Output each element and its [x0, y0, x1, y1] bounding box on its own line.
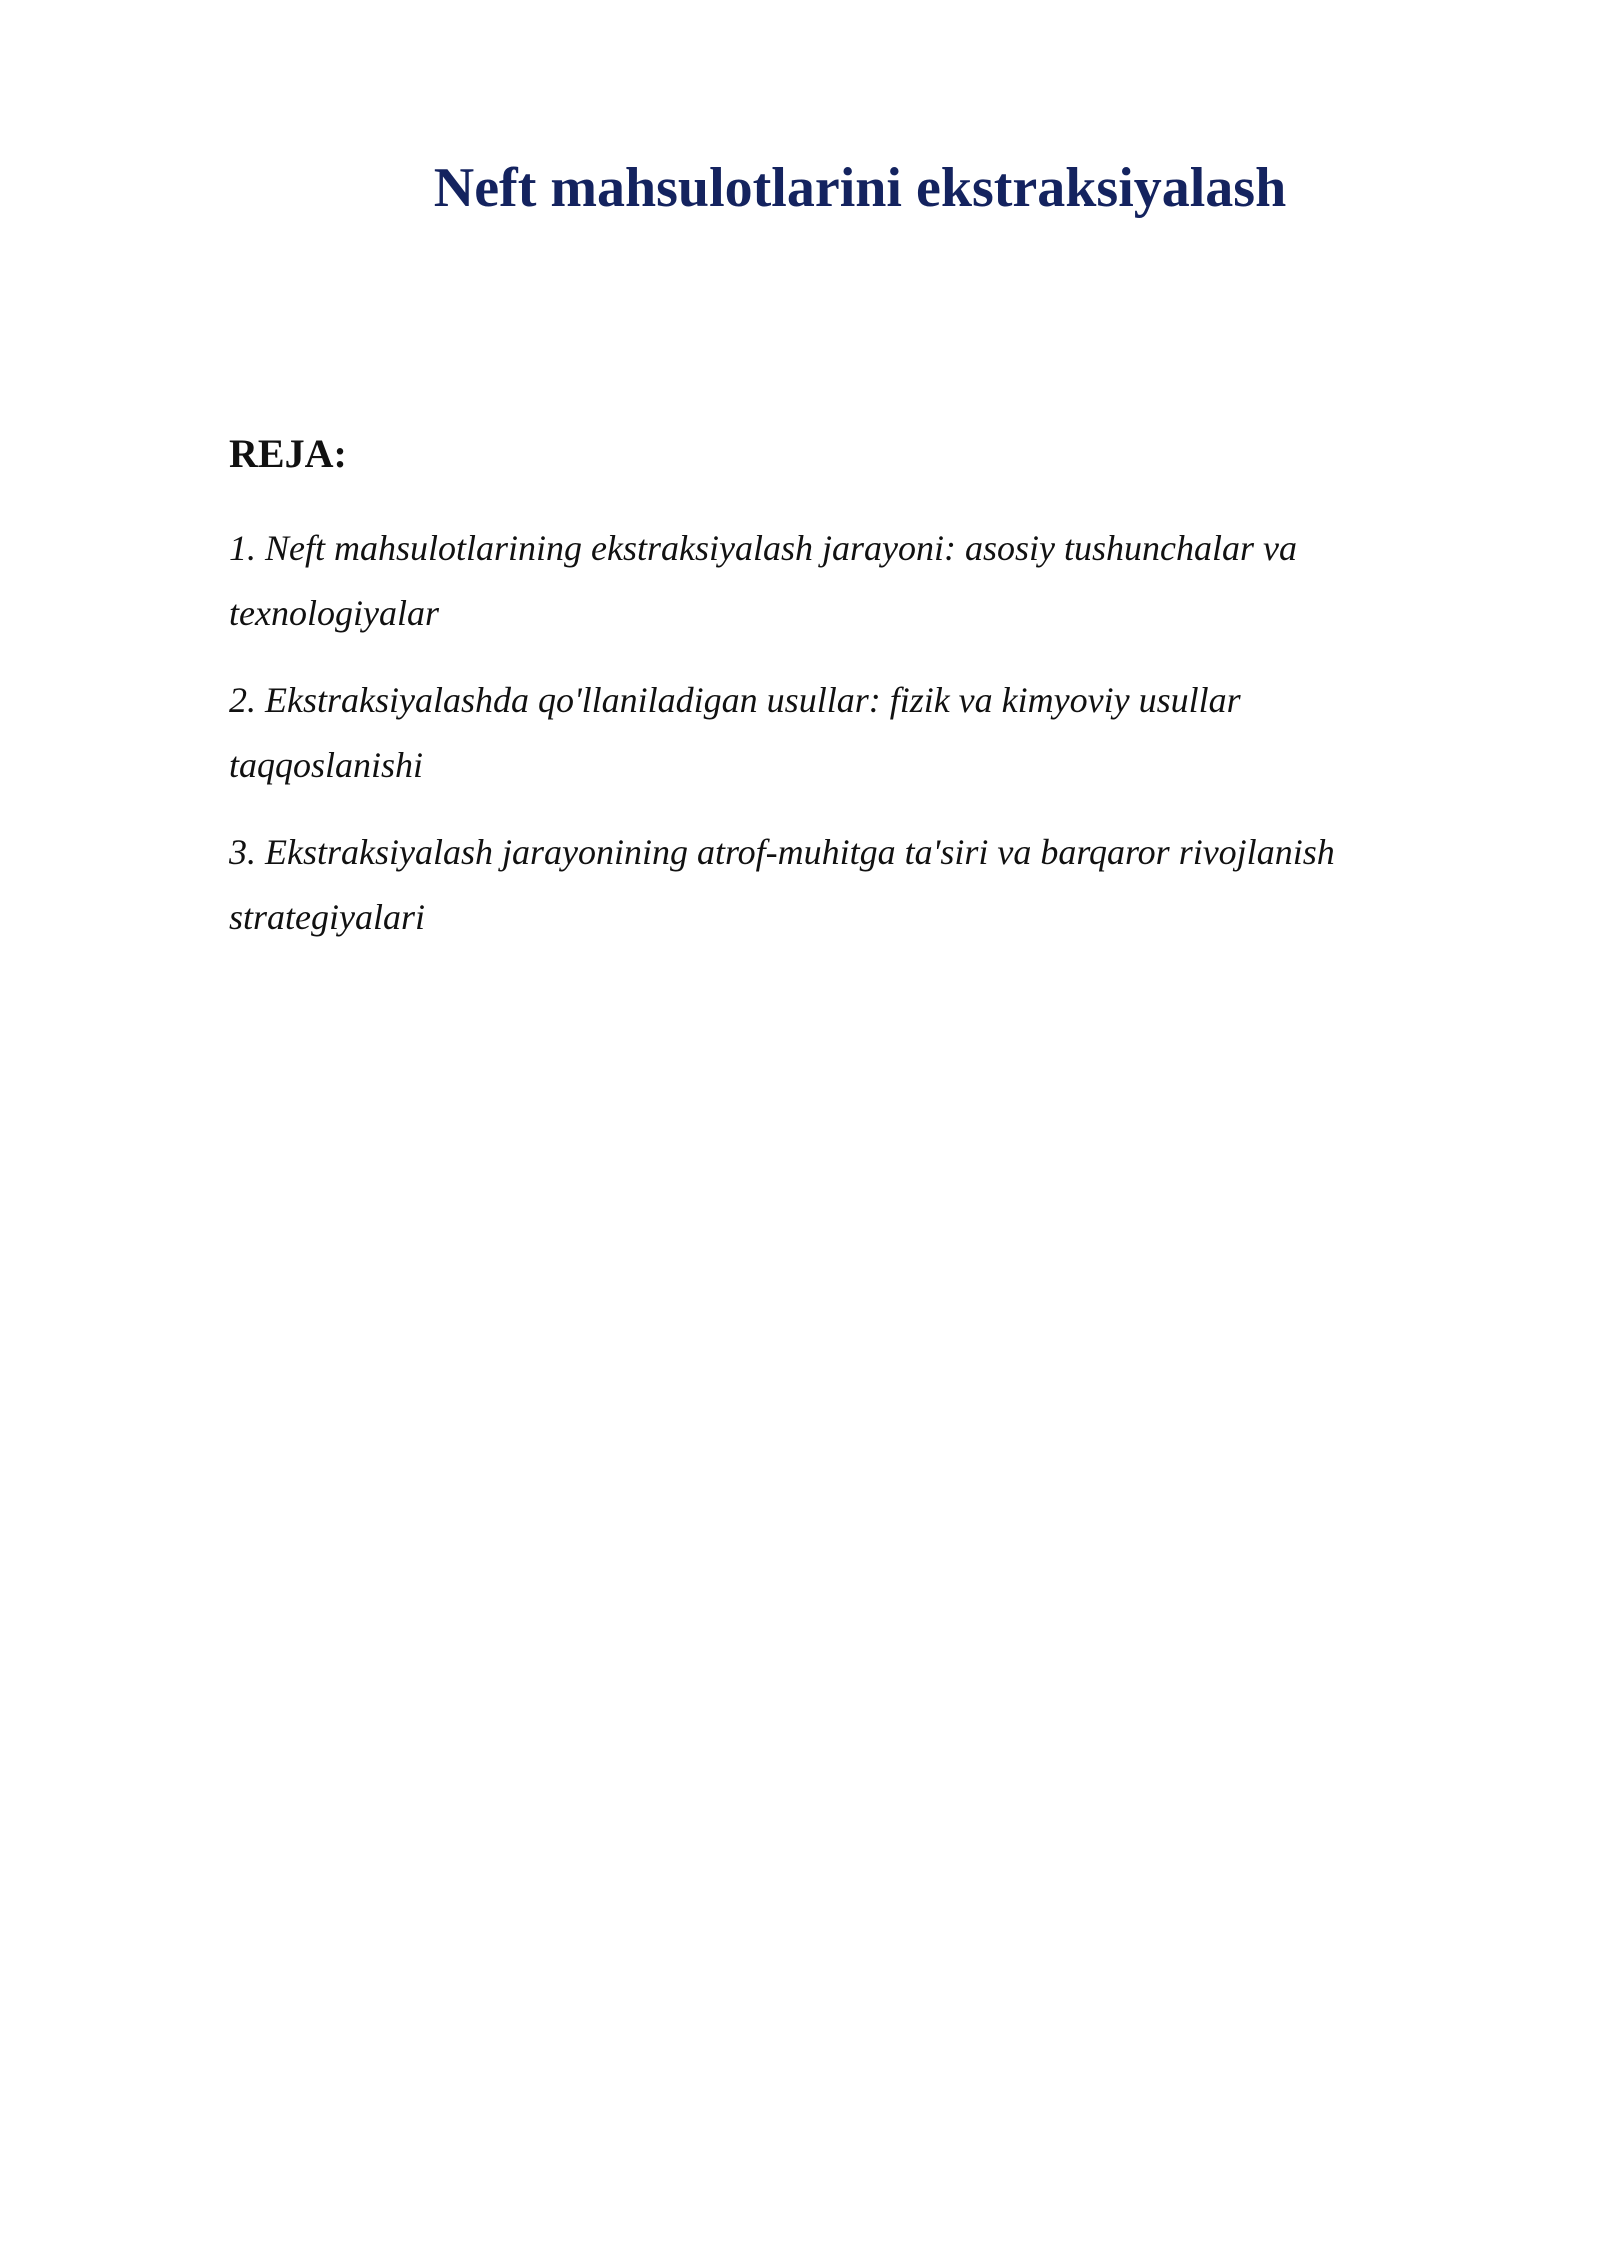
plan-item-3: 3. Ekstraksiyalash jarayonining atrof-muhitga ta'siri va barqaror rivojlanish strategiyalari: [229, 832, 1335, 937]
plan-item-2: 2. Ekstraksiyalashda qo'llaniladigan usullar: fizik va kimyoviy usullar taqqoslanishi: [229, 680, 1241, 785]
document-title: Neft mahsulotlarini ekstraksiyalash: [433, 157, 1287, 219]
plan-list: [229, 516, 1409, 972]
plan-item-1: 1. Neft mahsulotlarining ekstraksiyalash jarayoni: asosiy tushunchalar va texnologiyalar: [229, 528, 1297, 633]
plan-heading: REJA:: [229, 431, 347, 476]
